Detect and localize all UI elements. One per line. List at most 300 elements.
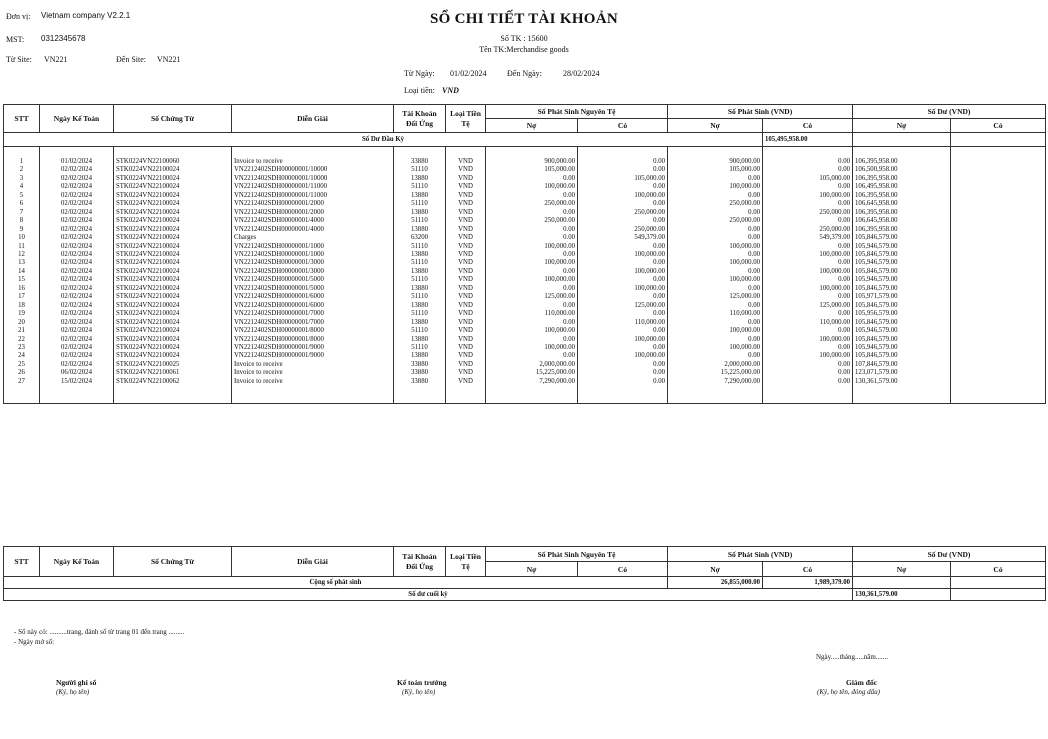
row-balance-credit — [951, 310, 1046, 318]
row-vnd-debit: 0.00 — [668, 234, 763, 242]
row-stt: 3 — [4, 175, 40, 183]
row-currency: VND — [446, 251, 486, 259]
row-currency: VND — [446, 352, 486, 360]
row-balance-credit — [951, 251, 1046, 259]
table-row — [4, 217, 1046, 225]
row-voucher: STK0224VN22100024 — [114, 243, 232, 251]
row-balance-credit — [951, 369, 1046, 377]
table-row — [4, 293, 1046, 301]
row-date: 02/02/2024 — [40, 200, 114, 208]
total-row — [4, 577, 1046, 589]
row-stt: 15 — [4, 276, 40, 284]
row-date: 02/02/2024 — [40, 259, 114, 267]
footer-note-pages: - Sổ này có: ..........trang, đánh số từ trang 01 đến trang ......... — [14, 628, 185, 636]
row-currency: VND — [446, 200, 486, 208]
row-vnd-debit: 0.00 — [668, 226, 763, 234]
to-site-label: Đến Site: — [116, 55, 146, 64]
col-orig-group: Số Phát Sinh Nguyên Tệ — [486, 105, 668, 119]
row-desc: VN2212402SDH00000001/10000 — [232, 175, 394, 183]
table-row — [4, 285, 1046, 293]
currency-label: Loại tiền: — [404, 86, 435, 95]
row-stt: 1 — [4, 158, 40, 166]
table-row — [4, 378, 1046, 386]
row-date: 02/02/2024 — [40, 361, 114, 369]
row-account: 13880 — [394, 285, 446, 293]
row-stt: 6 — [4, 200, 40, 208]
row-date: 02/02/2024 — [40, 285, 114, 293]
table-row — [4, 251, 1046, 259]
row-vnd-credit: 0.00 — [763, 217, 853, 225]
row-currency: VND — [446, 344, 486, 352]
row-balance-credit — [951, 166, 1046, 174]
row-orig-debit: 0.00 — [486, 175, 578, 183]
row-balance-credit — [951, 200, 1046, 208]
filler-row — [4, 395, 1046, 404]
row-voucher: STK0224VN22100024 — [114, 200, 232, 208]
row-currency: VND — [446, 319, 486, 327]
from-date-label: Từ Ngày: — [404, 69, 435, 78]
row-orig-debit: 0.00 — [486, 226, 578, 234]
table-row — [4, 226, 1046, 234]
row-balance: 106,495,958.00 — [853, 183, 951, 191]
row-orig-debit: 0.00 — [486, 336, 578, 344]
row-desc: VN2212402SDH00000001/9000 — [232, 344, 394, 352]
row-orig-debit: 105,000.00 — [486, 166, 578, 174]
row-vnd-debit: 0.00 — [668, 192, 763, 200]
row-balance: 106,500,958.00 — [853, 166, 951, 174]
row-stt: 5 — [4, 192, 40, 200]
row-orig-credit: 0.00 — [578, 200, 668, 208]
row-currency: VND — [446, 285, 486, 293]
row-desc: VN2212402SDH00000001/2000 — [232, 209, 394, 217]
sum-col-vnd-debit: Nợ — [668, 562, 763, 577]
row-date: 02/02/2024 — [40, 183, 114, 191]
row-account: 13880 — [394, 209, 446, 217]
row-stt: 18 — [4, 302, 40, 310]
row-balance: 107,846,579.00 — [853, 361, 951, 369]
closing-label: Số dư cuối kỳ — [4, 589, 853, 601]
row-balance: 105,971,579.00 — [853, 293, 951, 301]
row-vnd-credit: 110,000.00 — [763, 319, 853, 327]
row-voucher: STK0224VN22100060 — [114, 158, 232, 166]
row-voucher: STK0224VN22100024 — [114, 175, 232, 183]
signature-chief-accountant-title: Kế toán trưởng — [397, 678, 447, 687]
table-row — [4, 243, 1046, 251]
row-desc: VN2212402SDH00000001/1000 — [232, 243, 394, 251]
row-balance: 106,395,958.00 — [853, 209, 951, 217]
row-date: 02/02/2024 — [40, 293, 114, 301]
row-voucher: STK0224VN22100025 — [114, 361, 232, 369]
row-orig-credit: 0.00 — [578, 369, 668, 377]
row-currency: VND — [446, 276, 486, 284]
row-desc: VN2212402SDH00000001/9000 — [232, 352, 394, 360]
row-balance-credit — [951, 352, 1046, 360]
row-orig-debit: 250,000.00 — [486, 200, 578, 208]
row-currency: VND — [446, 327, 486, 335]
signature-recorder-title: Người ghi sổ — [56, 678, 97, 687]
row-currency: VND — [446, 378, 486, 386]
row-balance-credit — [951, 336, 1046, 344]
row-vnd-debit: 0.00 — [668, 285, 763, 293]
summary-table — [3, 546, 1046, 601]
row-date: 02/02/2024 — [40, 268, 114, 276]
row-orig-credit: 100,000.00 — [578, 268, 668, 276]
row-orig-debit: 15,225,000.00 — [486, 369, 578, 377]
row-date: 02/02/2024 — [40, 175, 114, 183]
row-balance: 123,071,579.00 — [853, 369, 951, 377]
table-row — [4, 166, 1046, 174]
table-row — [4, 369, 1046, 377]
row-account: 33880 — [394, 378, 446, 386]
row-account: 13880 — [394, 251, 446, 259]
row-desc: VN2212402SDH00000001/5000 — [232, 285, 394, 293]
row-stt: 8 — [4, 217, 40, 225]
col-desc: Diễn Giải — [232, 105, 394, 133]
row-currency: VND — [446, 217, 486, 225]
row-voucher: STK0224VN22100024 — [114, 166, 232, 174]
row-stt: 12 — [4, 251, 40, 259]
table-row — [4, 327, 1046, 335]
table-row — [4, 200, 1046, 208]
row-vnd-credit: 100,000.00 — [763, 336, 853, 344]
opening-label: Số Dư Đầu Kỳ — [4, 133, 763, 147]
row-balance: 105,846,579.00 — [853, 302, 951, 310]
row-vnd-debit: 105,000.00 — [668, 166, 763, 174]
row-date: 01/02/2024 — [40, 158, 114, 166]
row-currency: VND — [446, 369, 486, 377]
row-date: 02/02/2024 — [40, 276, 114, 284]
row-balance-credit — [951, 361, 1046, 369]
row-orig-debit: 100,000.00 — [486, 243, 578, 251]
row-desc: VN2212402SDH00000001/6000 — [232, 302, 394, 310]
table-row — [4, 352, 1046, 360]
table-row — [4, 336, 1046, 344]
row-stt: 10 — [4, 234, 40, 242]
row-voucher: STK0224VN22100024 — [114, 336, 232, 344]
row-account: 13880 — [394, 352, 446, 360]
row-currency: VND — [446, 361, 486, 369]
sum-col-stt: STT — [4, 547, 40, 577]
row-account: 51110 — [394, 243, 446, 251]
row-account: 63200 — [394, 234, 446, 242]
row-orig-debit: 900,000.00 — [486, 158, 578, 166]
col-bal-credit: Có — [951, 119, 1046, 133]
row-orig-credit: 0.00 — [578, 158, 668, 166]
row-orig-debit: 0.00 — [486, 209, 578, 217]
row-balance-credit — [951, 293, 1046, 301]
row-orig-credit: 100,000.00 — [578, 192, 668, 200]
row-balance-credit — [951, 234, 1046, 242]
row-vnd-credit: 0.00 — [763, 369, 853, 377]
row-vnd-debit: 7,290,000.00 — [668, 378, 763, 386]
row-desc: VN2212402SDH00000001/1000 — [232, 251, 394, 259]
row-desc: Invoice to receive — [232, 158, 394, 166]
row-vnd-debit: 250,000.00 — [668, 217, 763, 225]
col-voucher: Số Chứng Từ — [114, 105, 232, 133]
table-row — [4, 268, 1046, 276]
col-stt: STT — [4, 105, 40, 133]
row-balance-credit — [951, 268, 1046, 276]
row-balance-credit — [951, 183, 1046, 191]
sum-col-desc: Diễn Giải — [232, 547, 394, 577]
row-desc: VN2212402SDH00000001/5000 — [232, 276, 394, 284]
row-vnd-debit: 100,000.00 — [668, 243, 763, 251]
row-stt: 16 — [4, 285, 40, 293]
row-date: 02/02/2024 — [40, 302, 114, 310]
row-orig-debit: 2,000,000.00 — [486, 361, 578, 369]
row-balance: 105,956,579.00 — [853, 310, 951, 318]
row-orig-credit: 125,000.00 — [578, 302, 668, 310]
row-vnd-credit: 0.00 — [763, 378, 853, 386]
row-voucher: STK0224VN22100024 — [114, 209, 232, 217]
row-account: 13880 — [394, 302, 446, 310]
row-vnd-credit: 100,000.00 — [763, 251, 853, 259]
row-account: 51110 — [394, 259, 446, 267]
row-account: 33880 — [394, 361, 446, 369]
row-voucher: STK0224VN22100024 — [114, 319, 232, 327]
row-balance: 106,645,958.00 — [853, 200, 951, 208]
signature-director-title: Giám đốc — [846, 678, 878, 687]
sum-col-orig-group: Số Phát Sinh Nguyên Tệ — [486, 547, 668, 562]
row-stt: 23 — [4, 344, 40, 352]
row-account: 51110 — [394, 310, 446, 318]
row-desc: VN2212402SDH00000001/8000 — [232, 336, 394, 344]
row-orig-credit: 0.00 — [578, 259, 668, 267]
row-vnd-debit: 0.00 — [668, 352, 763, 360]
row-desc: VN2212402SDH00000001/3000 — [232, 259, 394, 267]
signature-recorder-note: (Ký, họ tên) — [56, 688, 90, 696]
row-balance: 130,361,579.00 — [853, 378, 951, 386]
row-account: 51110 — [394, 166, 446, 174]
currency-value: VND — [442, 86, 459, 95]
filler-row — [4, 386, 1046, 394]
col-vnd-group: Số Phát Sinh (VND) — [668, 105, 853, 119]
row-date: 15/02/2024 — [40, 378, 114, 386]
row-currency: VND — [446, 158, 486, 166]
row-orig-credit: 250,000.00 — [578, 209, 668, 217]
row-vnd-debit: 0.00 — [668, 209, 763, 217]
col-vnd-credit: Có — [763, 119, 853, 133]
row-orig-debit: 100,000.00 — [486, 183, 578, 191]
row-currency: VND — [446, 302, 486, 310]
row-stt: 19 — [4, 310, 40, 318]
row-account: 51110 — [394, 327, 446, 335]
row-vnd-credit: 100,000.00 — [763, 192, 853, 200]
row-vnd-credit: 549,379.00 — [763, 234, 853, 242]
row-balance: 105,846,579.00 — [853, 268, 951, 276]
from-date-value: 01/02/2024 — [450, 69, 487, 78]
sum-col-vnd-group: Số Phát Sinh (VND) — [668, 547, 853, 562]
row-vnd-credit: 100,000.00 — [763, 268, 853, 276]
sum-col-voucher: Số Chứng Từ — [114, 547, 232, 577]
row-balance-credit — [951, 302, 1046, 310]
row-vnd-debit: 100,000.00 — [668, 327, 763, 335]
row-vnd-debit: 0.00 — [668, 251, 763, 259]
row-orig-credit: 0.00 — [578, 243, 668, 251]
sum-col-bal-debit: Nợ — [853, 562, 951, 577]
row-balance: 105,846,579.00 — [853, 234, 951, 242]
row-vnd-credit: 0.00 — [763, 310, 853, 318]
row-voucher: STK0224VN22100024 — [114, 259, 232, 267]
row-desc: VN2212402SDH00000001/4000 — [232, 226, 394, 234]
row-balance-credit — [951, 344, 1046, 352]
row-balance-credit — [951, 192, 1046, 200]
row-desc: Charges — [232, 234, 394, 242]
sum-col-date: Ngày Kế Toán — [40, 547, 114, 577]
row-balance-credit — [951, 158, 1046, 166]
row-voucher: STK0224VN22100024 — [114, 183, 232, 191]
row-desc: Invoice to receive — [232, 361, 394, 369]
row-date: 06/02/2024 — [40, 369, 114, 377]
row-vnd-credit: 250,000.00 — [763, 226, 853, 234]
account-name: Tên TK:Merchandise goods — [479, 45, 569, 54]
row-vnd-debit: 100,000.00 — [668, 344, 763, 352]
row-account: 51110 — [394, 276, 446, 284]
row-date: 02/02/2024 — [40, 336, 114, 344]
ledger-table — [3, 104, 1046, 404]
row-voucher: STK0224VN22100024 — [114, 226, 232, 234]
row-orig-credit: 0.00 — [578, 344, 668, 352]
row-balance: 106,645,958.00 — [853, 217, 951, 225]
row-stt: 7 — [4, 209, 40, 217]
row-orig-credit: 105,000.00 — [578, 175, 668, 183]
row-balance: 106,395,958.00 — [853, 158, 951, 166]
tax-value: 0312345678 — [41, 34, 86, 43]
account-number: Số TK : 15600 — [500, 34, 548, 43]
row-vnd-debit: 110,000.00 — [668, 310, 763, 318]
row-vnd-debit: 100,000.00 — [668, 183, 763, 191]
row-currency: VND — [446, 209, 486, 217]
row-vnd-debit: 100,000.00 — [668, 259, 763, 267]
row-voucher: STK0224VN22100024 — [114, 217, 232, 225]
row-date: 02/02/2024 — [40, 166, 114, 174]
row-orig-credit: 0.00 — [578, 293, 668, 301]
row-date: 02/02/2024 — [40, 243, 114, 251]
row-voucher: STK0224VN22100024 — [114, 285, 232, 293]
col-bal-group: Số Dư (VND) — [853, 105, 1046, 119]
row-orig-debit: 110,000.00 — [486, 310, 578, 318]
col-vnd-debit: Nợ — [668, 119, 763, 133]
row-currency: VND — [446, 192, 486, 200]
row-account: 13880 — [394, 319, 446, 327]
row-currency: VND — [446, 293, 486, 301]
row-account: 13880 — [394, 175, 446, 183]
closing-balance: 130,361,579.00 — [853, 589, 951, 601]
row-account: 51110 — [394, 217, 446, 225]
row-voucher: STK0224VN22100062 — [114, 378, 232, 386]
col-currency: Loại Tiền Tệ — [446, 105, 486, 133]
row-orig-credit: 0.00 — [578, 276, 668, 284]
row-desc: VN2212402SDH00000001/4000 — [232, 217, 394, 225]
row-vnd-credit: 0.00 — [763, 158, 853, 166]
row-orig-debit: 125,000.00 — [486, 293, 578, 301]
row-desc: Invoice to receive — [232, 369, 394, 377]
row-voucher: STK0224VN22100061 — [114, 369, 232, 377]
row-vnd-credit: 105,000.00 — [763, 175, 853, 183]
table-row — [4, 344, 1046, 352]
row-orig-debit: 250,000.00 — [486, 217, 578, 225]
row-orig-credit: 100,000.00 — [578, 336, 668, 344]
row-balance-credit — [951, 378, 1046, 386]
row-vnd-credit: 0.00 — [763, 200, 853, 208]
row-orig-credit: 0.00 — [578, 310, 668, 318]
tax-label: MST: — [6, 35, 25, 44]
row-voucher: STK0224VN22100024 — [114, 310, 232, 318]
row-vnd-credit: 0.00 — [763, 276, 853, 284]
row-orig-credit: 100,000.00 — [578, 352, 668, 360]
row-voucher: STK0224VN22100024 — [114, 251, 232, 259]
row-balance: 105,846,579.00 — [853, 251, 951, 259]
unit-value: Vietnam company V2.2.1 — [41, 11, 131, 20]
row-balance-credit — [951, 259, 1046, 267]
total-debit: 26,855,000.00 — [668, 577, 763, 589]
row-currency: VND — [446, 336, 486, 344]
table-row — [4, 276, 1046, 284]
row-stt: 25 — [4, 361, 40, 369]
row-currency: VND — [446, 234, 486, 242]
row-orig-debit: 0.00 — [486, 352, 578, 360]
row-vnd-debit: 2,000,000.00 — [668, 361, 763, 369]
table-row — [4, 183, 1046, 191]
row-stt: 9 — [4, 226, 40, 234]
row-stt: 24 — [4, 352, 40, 360]
row-vnd-credit: 0.00 — [763, 293, 853, 301]
row-date: 02/02/2024 — [40, 310, 114, 318]
row-orig-debit: 7,290,000.00 — [486, 378, 578, 386]
sum-col-currency: Loại Tiền Tệ — [446, 547, 486, 577]
row-date: 02/02/2024 — [40, 226, 114, 234]
row-voucher: STK0224VN22100024 — [114, 293, 232, 301]
row-vnd-credit: 0.00 — [763, 183, 853, 191]
sum-col-vnd-credit: Có — [763, 562, 853, 577]
row-stt: 13 — [4, 259, 40, 267]
row-balance: 105,946,579.00 — [853, 344, 951, 352]
row-balance-credit — [951, 319, 1046, 327]
row-orig-credit: 0.00 — [578, 166, 668, 174]
row-vnd-debit: 250,000.00 — [668, 200, 763, 208]
signature-director-note: (Ký, họ tên, đóng dấu) — [817, 688, 880, 696]
row-date: 02/02/2024 — [40, 344, 114, 352]
table-row — [4, 302, 1046, 310]
row-desc: VN2212402SDH00000001/8000 — [232, 327, 394, 335]
row-orig-debit: 0.00 — [486, 268, 578, 276]
col-orig-debit: Nợ — [486, 119, 578, 133]
row-orig-debit: 100,000.00 — [486, 344, 578, 352]
row-vnd-credit: 0.00 — [763, 327, 853, 335]
row-vnd-debit: 0.00 — [668, 268, 763, 276]
row-account: 51110 — [394, 200, 446, 208]
row-vnd-debit: 900,000.00 — [668, 158, 763, 166]
row-orig-debit: 0.00 — [486, 302, 578, 310]
row-voucher: STK0224VN22100024 — [114, 327, 232, 335]
row-orig-credit: 100,000.00 — [578, 285, 668, 293]
table-row — [4, 259, 1046, 267]
row-desc: VN2212402SDH00000001/7000 — [232, 310, 394, 318]
sum-col-orig-credit: Có — [578, 562, 668, 577]
from-site-value: VN221 — [44, 55, 68, 64]
row-orig-credit: 0.00 — [578, 217, 668, 225]
row-date: 02/02/2024 — [40, 217, 114, 225]
row-vnd-debit: 15,225,000.00 — [668, 369, 763, 377]
row-account: 51110 — [394, 293, 446, 301]
row-account: 33880 — [394, 158, 446, 166]
row-desc: VN2212402SDH00000001/10000 — [232, 166, 394, 174]
row-orig-credit: 0.00 — [578, 183, 668, 191]
row-desc: VN2212402SDH00000001/6000 — [232, 293, 394, 301]
row-orig-credit: 250,000.00 — [578, 226, 668, 234]
col-date: Ngày Kế Toán — [40, 105, 114, 133]
row-orig-debit: 100,000.00 — [486, 259, 578, 267]
